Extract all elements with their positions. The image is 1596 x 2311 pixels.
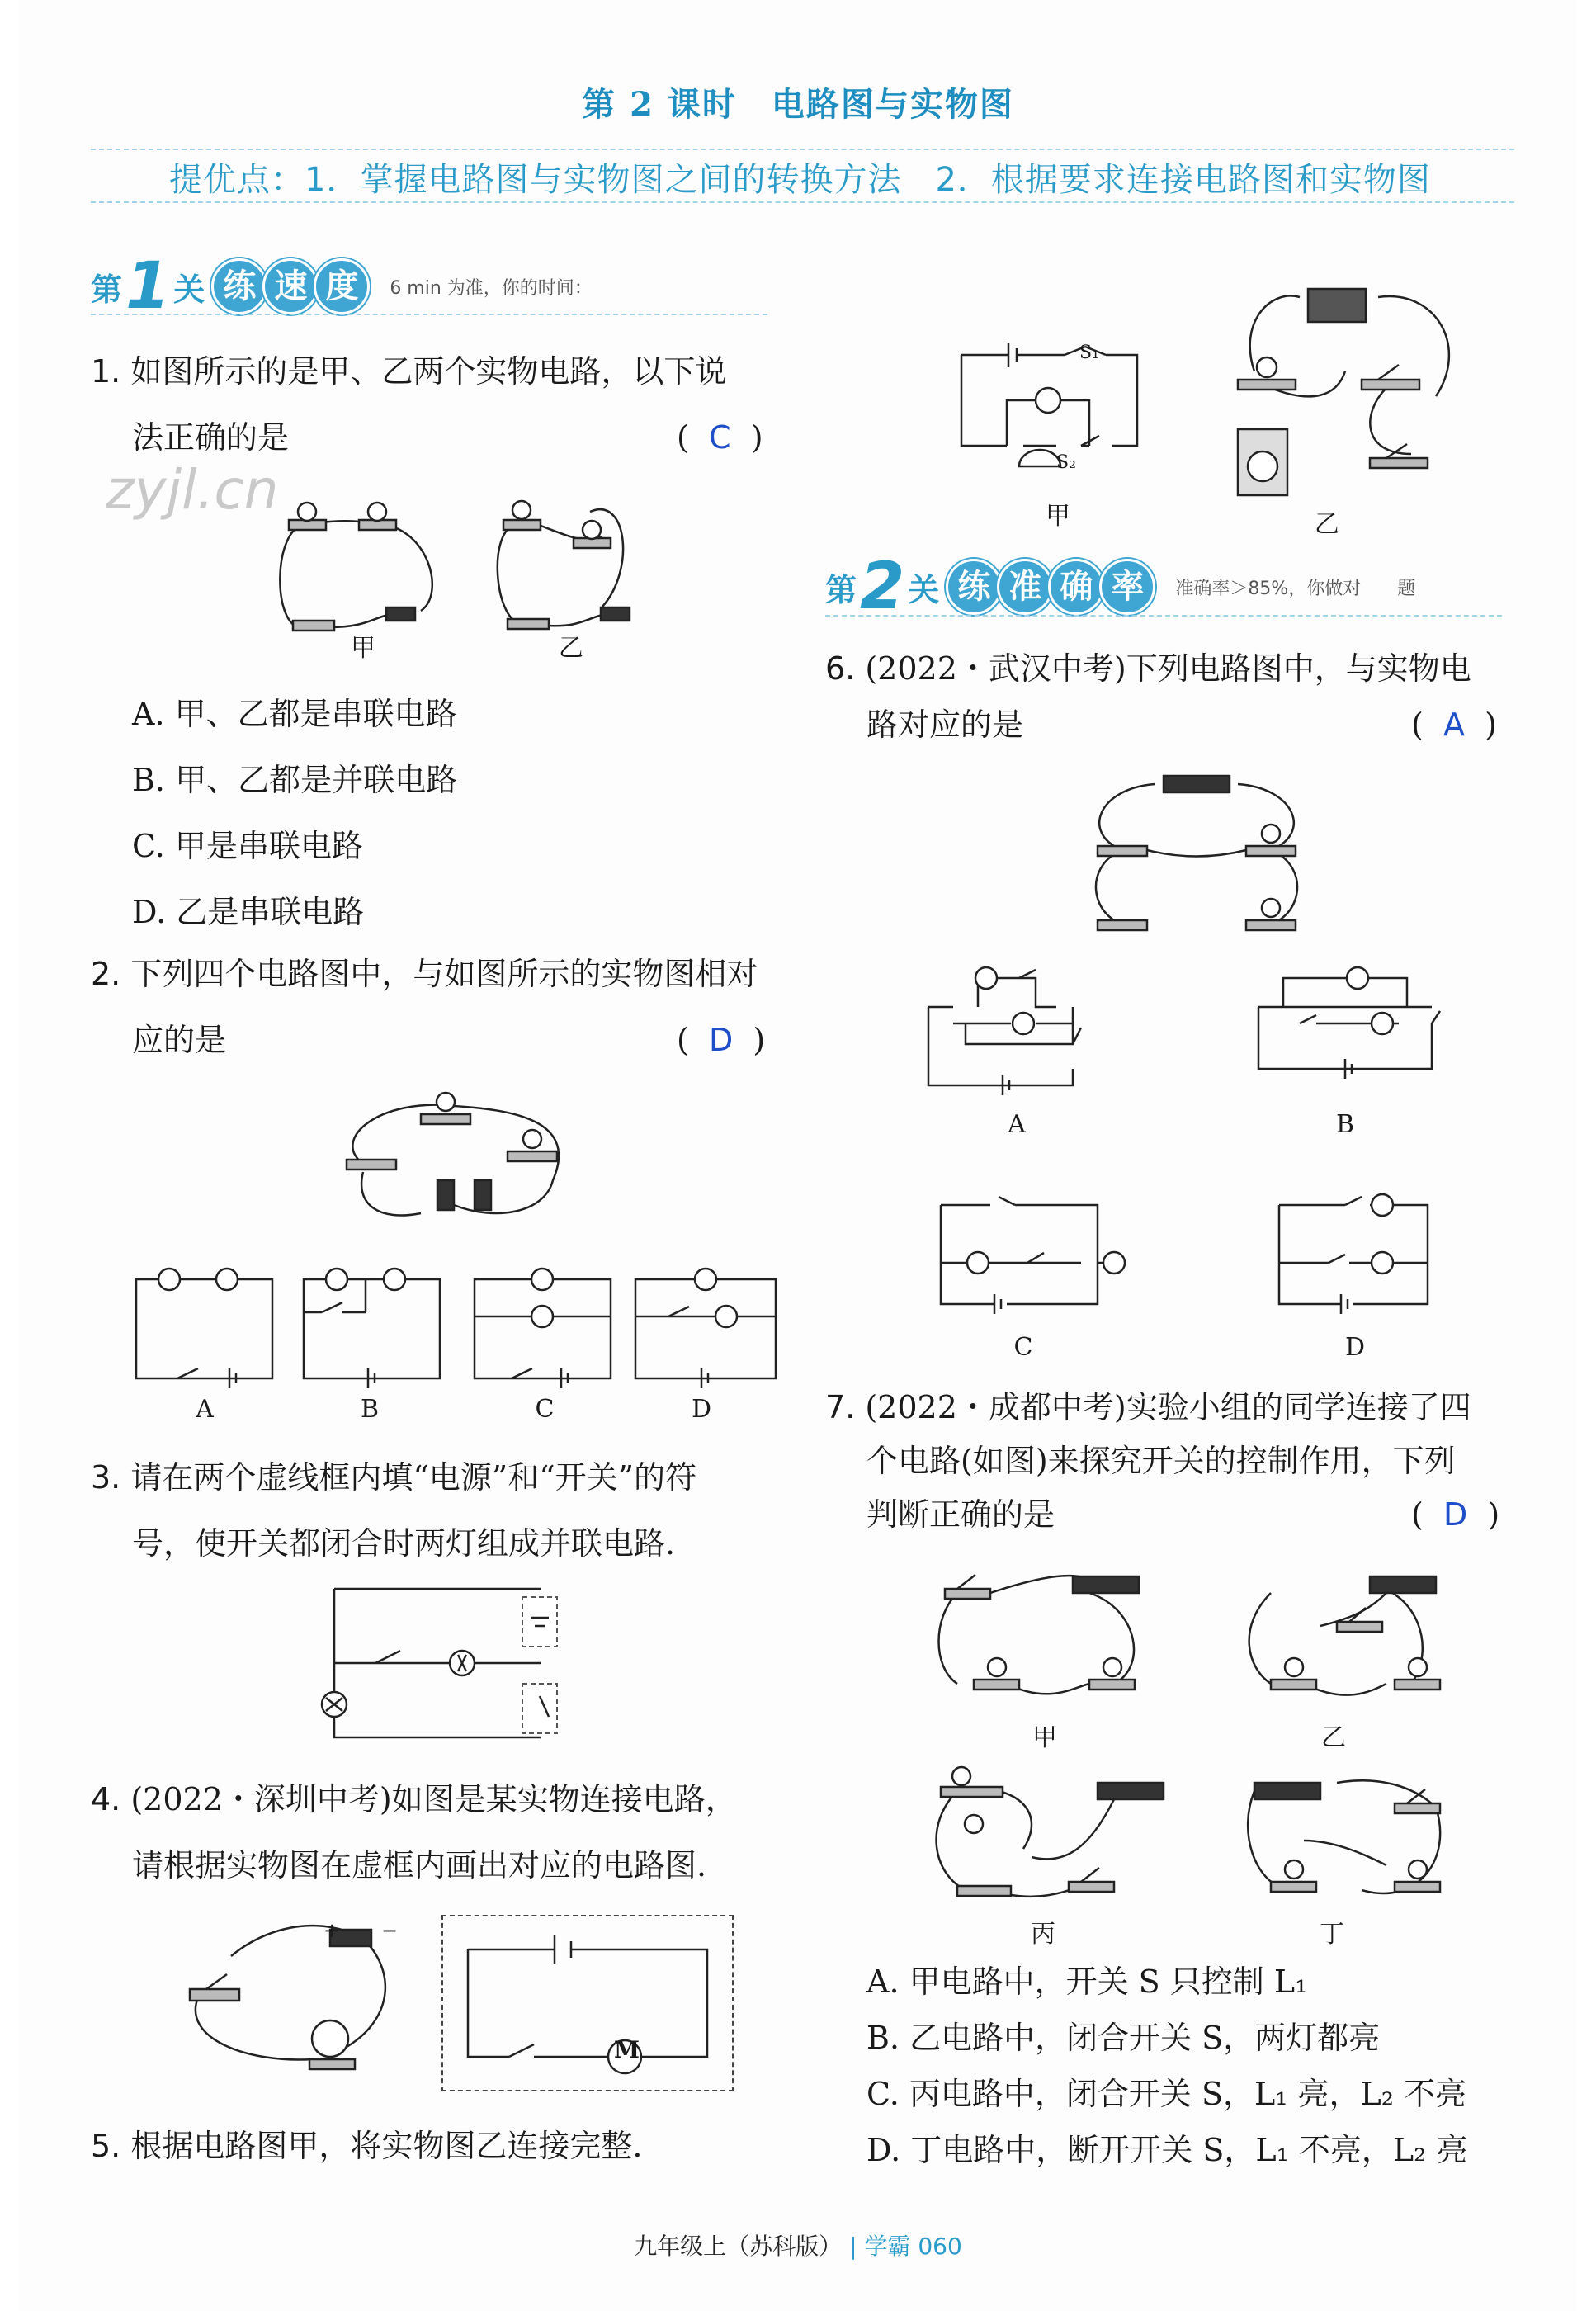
q7-option-a: A. 甲电路中，开关 S 只控制 L₁ [866,1964,1308,2000]
q3-line1: 3. 请在两个虚线框内填“电源”和“开关”的符 [91,1459,697,1496]
q5-fig-label-jia: 甲 [1046,502,1070,531]
q7-figures-bottom [924,1758,1469,1923]
q2-line1: 2. 下列四个电路图中，与如图所示的实物图相对 [91,956,758,992]
q7-answer: ( D ) [1411,1496,1500,1533]
q6-real-figure [1073,768,1320,941]
q2-line2: 应的是 [132,1022,227,1058]
q6-line1: 6. (2022・武汉中考)下列电路图中，与实物电 [825,650,1471,687]
q4-line2: 请根据实物图在虚框内画出对应的电路图. [132,1847,707,1883]
footer-separator: | [849,2233,857,2260]
page-footer [0,2228,1596,2261]
footer-grade: 九年级上（苏科版） [634,2233,843,2260]
level2-number: 2 [860,550,905,624]
q4-minus: − [381,1919,399,1942]
q7-line3: 判断正确的是 [866,1496,1055,1533]
level2-char: 率 [1099,559,1155,615]
q1-line2: 法正确的是 [132,419,290,456]
q2-label-c: C [535,1395,555,1424]
level1-post: 关 [173,271,205,308]
level1-header [91,249,593,324]
q1-line1: 1. 如图所示的是甲、乙两个实物电路，以下说 [91,353,727,390]
footer-brand: 学霸 [864,2233,911,2260]
level2-char: 确 [1048,559,1104,615]
q3-line2: 号，使开关都闭合时两灯组成并联电路. [132,1525,676,1562]
q5-fig-label-yi: 乙 [1315,510,1339,539]
q4-line1: 4. (2022・深圳中考)如图是某实物连接电路， [91,1781,737,1817]
level1-char: 练 [211,258,267,314]
level1-number: 1 [125,249,171,324]
answer-mark: A [1443,707,1465,743]
q7-label-jia: 甲 [1032,1723,1057,1752]
q2-answer: ( D ) [677,1022,766,1058]
q5-s1-label: S₁ [1079,343,1099,363]
q2-label-d: D [691,1395,712,1424]
objectives-text: 提优点：1．掌握电路图与实物图之间的转换方法 2．根据要求连接电路图和实物图 [169,161,1431,199]
watermark: zyjl.cn [106,458,279,522]
q1-option-d: D. 乙是串联电路 [132,894,365,930]
q1-figure [256,487,668,660]
q5-line1: 5. 根据电路图甲，将实物图乙连接完整. [91,2128,643,2164]
q1-fig-label-jia: 甲 [351,634,375,663]
q6-answer: ( A ) [1411,707,1497,743]
q1-fig-label-yi: 乙 [559,634,583,663]
divider [91,314,767,315]
q5-figure-yi [1221,272,1485,503]
level2-char: 练 [946,559,1002,615]
q1-option-c: C. 甲是串联电路 [132,828,363,864]
page-number: 060 [918,2233,962,2260]
level2-post: 关 [908,571,940,608]
q7-option-d: D. 丁电路中，断开开关 S，L₁ 不亮，L₂ 亮 [866,2132,1468,2168]
q6-circuit-options-cd [933,1189,1444,1321]
q2-real-figure [330,1089,586,1230]
q4-plus: + [323,1919,341,1942]
answer-mark: D [1443,1496,1468,1533]
divider [825,615,1502,617]
q4-answer-box [441,1915,734,2091]
q6-label-d: D [1344,1333,1366,1362]
level1-note: 6 min 为准，你的时间： [390,277,593,299]
q1-answer: ( C ) [677,419,763,456]
answer-mark: C [708,419,731,456]
answer-mark: D [708,1022,734,1058]
level1-pre: 第 [91,271,123,308]
q1-option-a: A. 甲、乙都是串联电路 [132,696,457,732]
q7-option-b: B. 乙电路中，闭合开关 S，两灯都亮 [866,2020,1381,2056]
q6-circuit-options-ab [920,962,1448,1110]
q6-label-b: B [1335,1110,1355,1139]
level1-char: 度 [314,258,370,314]
q7-figures-top [924,1560,1469,1725]
q6-line2: 路对应的是 [866,707,1024,743]
q7-label-yi: 乙 [1321,1723,1346,1752]
level2-note: 准确率＞85%，你做对 题 [1175,578,1416,599]
level1-char: 速 [262,258,319,314]
level2-pre: 第 [825,571,857,608]
q1-option-b: B. 甲、乙都是并联电路 [132,762,458,798]
q7-line2: 个电路(如图)来探究开关的控制作用，下列 [866,1443,1456,1479]
level2-header [825,550,1416,624]
lesson-title: 第 2 课时 电路图与实物图 [582,85,1014,124]
q6-label-a: A [1008,1110,1026,1139]
q7-label-bing: 丙 [1031,1920,1055,1949]
q6-label-c: C [1013,1333,1033,1362]
q7-option-c: C. 丙电路中，闭合开关 S，L₁ 亮，L₂ 不亮 [866,2076,1467,2112]
motor-label: M [614,2036,640,2063]
q2-label-b: B [360,1395,380,1424]
q7-line1: 7. (2022・成都中考)实验小组的同学连接了四 [825,1389,1471,1425]
q7-label-ding: 丁 [1320,1920,1344,1949]
level2-char: 准 [997,559,1053,615]
q3-figure [318,1581,565,1746]
q5-figure-jia [957,338,1147,495]
q2-label-a: A [196,1395,214,1424]
q5-s2-label: S₂ [1056,452,1076,473]
